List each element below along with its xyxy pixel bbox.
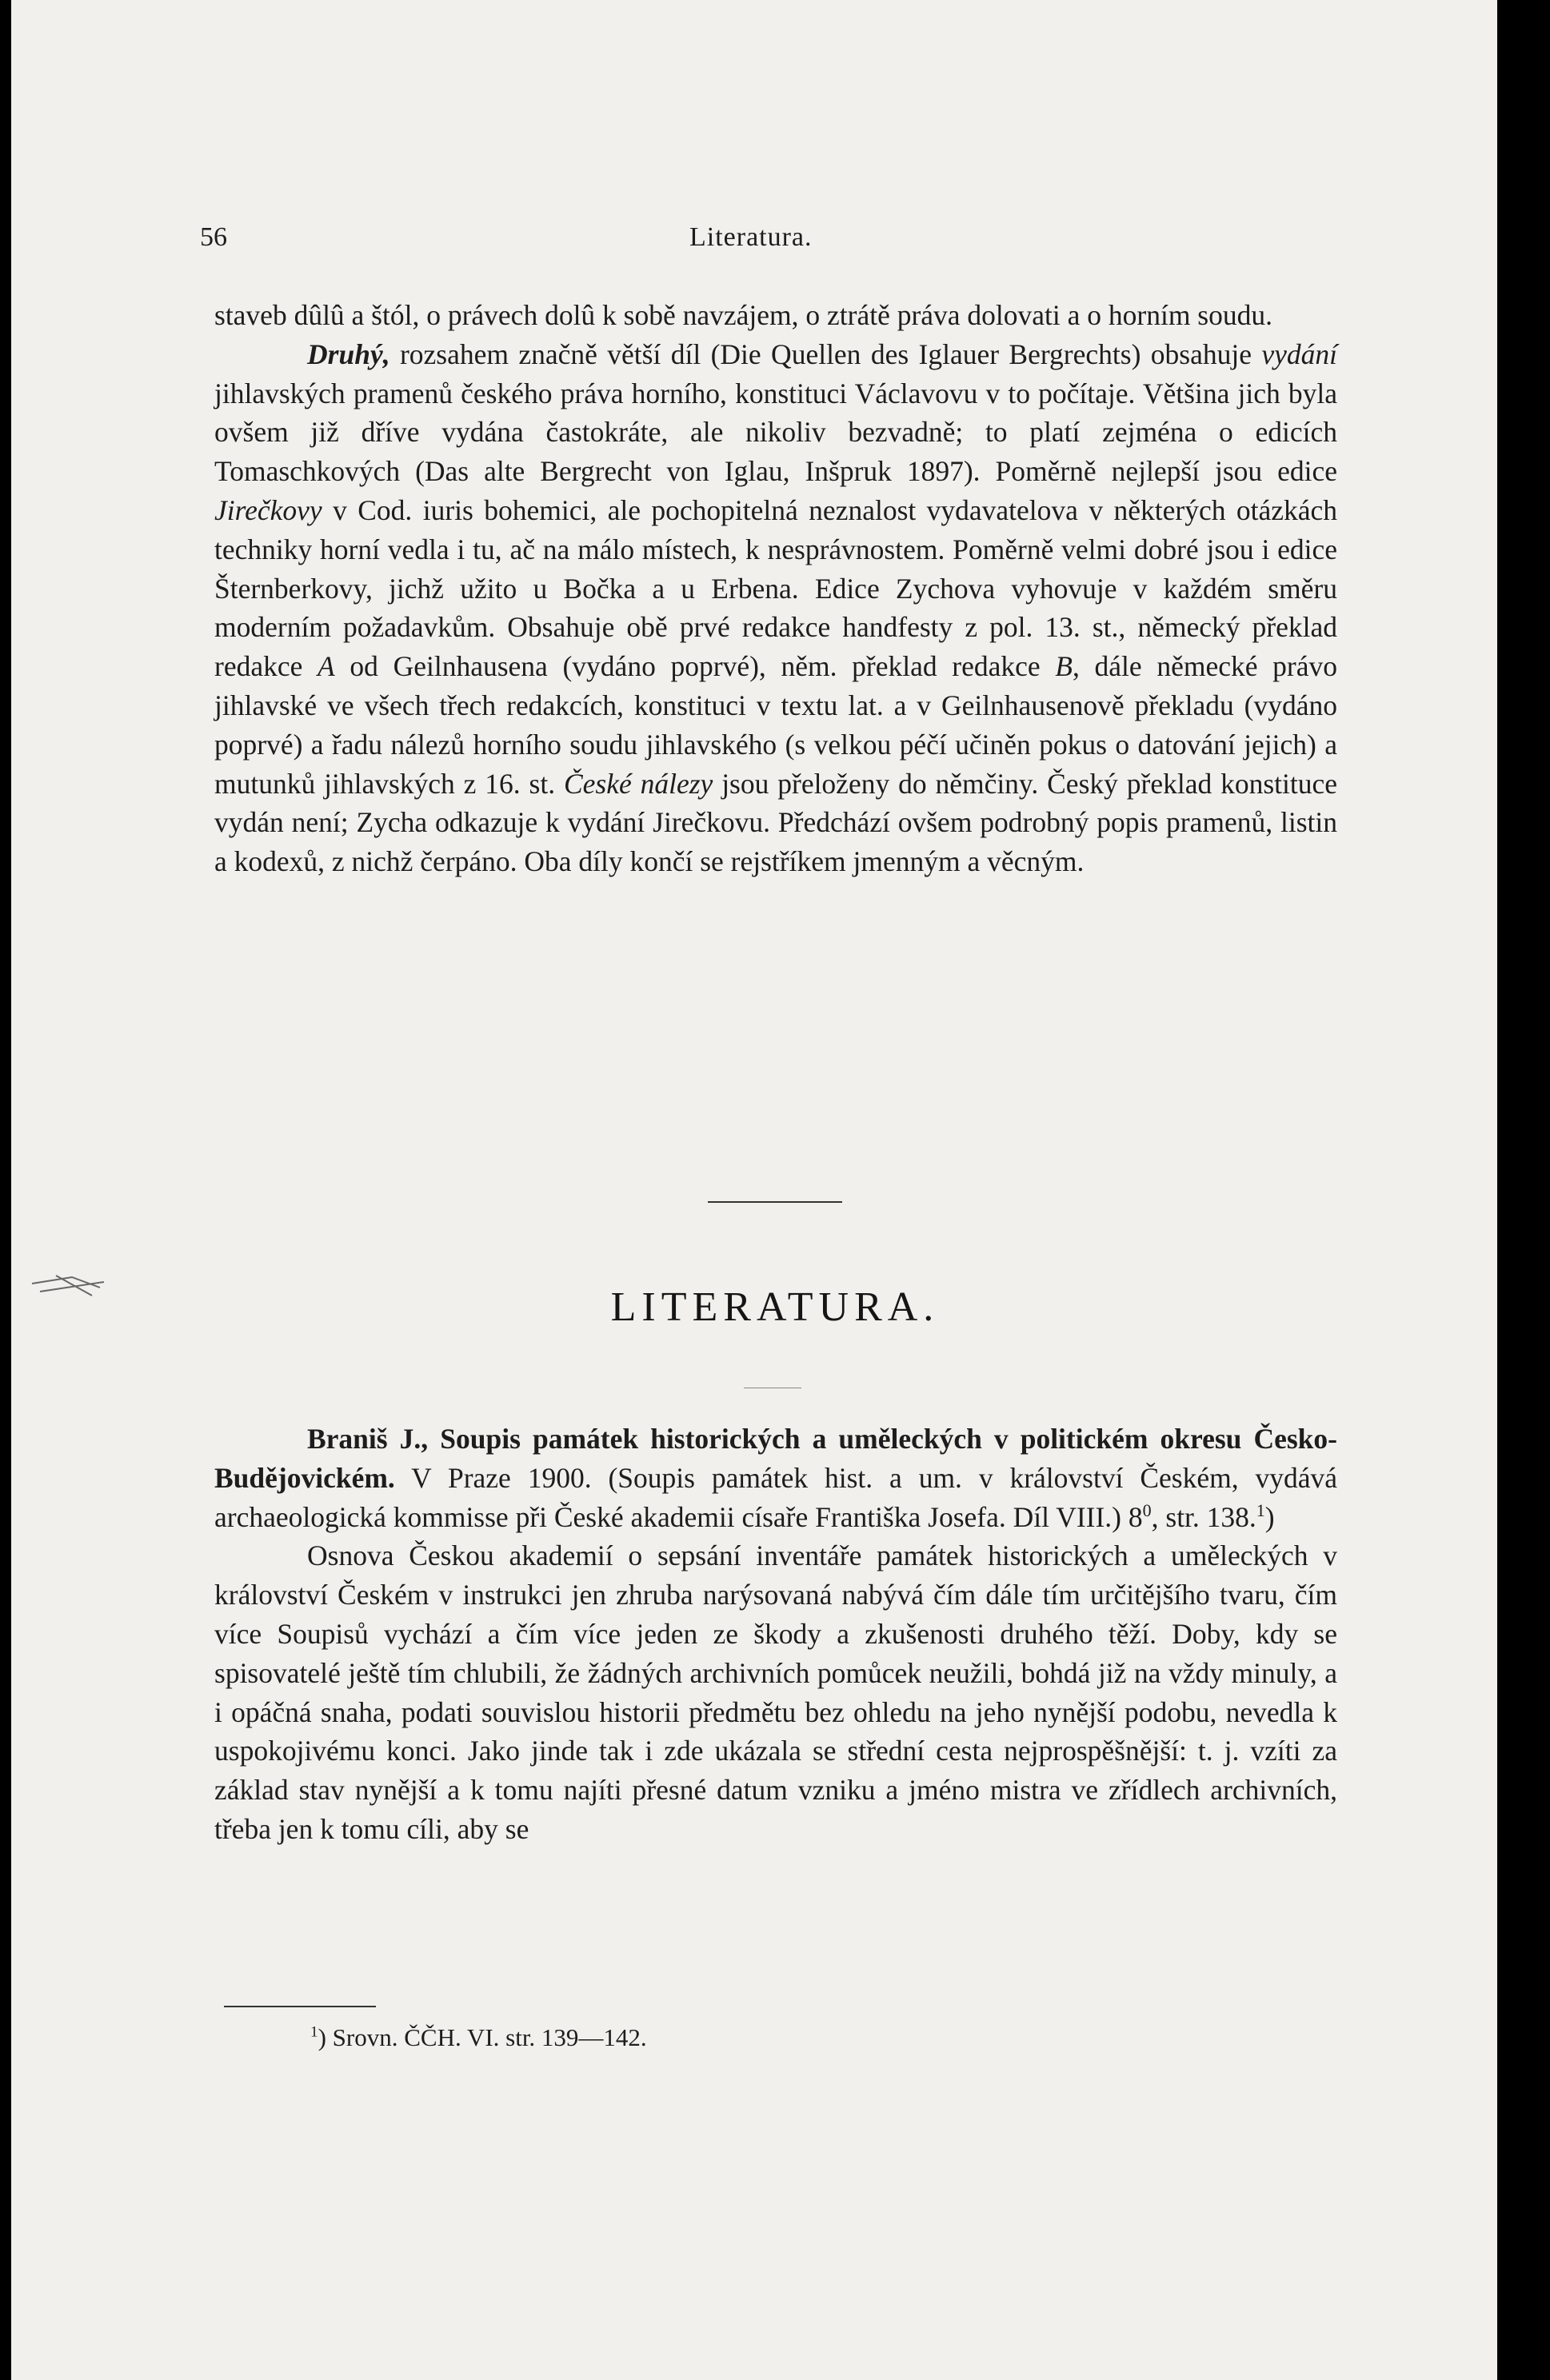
section-divider (708, 1201, 842, 1203)
footnote-ref[interactable]: 1 (1256, 1499, 1265, 1520)
paragraph: staveb dûlû a štól, o právech dolû k sobě navzájem, o ztrátě práva dolovati a o horním soudu. (214, 299, 1272, 331)
footnote-rule (224, 2006, 376, 2007)
page-number: 56 (200, 222, 227, 252)
paragraph: Druhý, rozsahem značně větší díl (Die Quellen des Iglauer Bergrechts) obsahuje vydání jihlavských pramenů českého práva horního, konstituci Václavovu v to počítaje. Většina jich byla ovšem již dříve vydána častokráte, ale nikoliv bezvadně; to platí zejména o edicích Tomaschkových (Das alte Bergrecht von Iglau, Inšpruk 1897). Poměrně nejlepší jsou edice Jirečkovy v Cod. iuris bohemici, ale pochopitelná neznalost vydavatelova v některých otázkách techniky horní vedla i tu, ač na málo místech, k nesprávnostem. Poměrně velmi dobré jsou i edice Šternberkovy, jichž užito u Bočka a u Erbena. Edice Zychova vyhovuje v každém směru moderním požadavkům. Obsahuje obě prvé redakce handfesty z pol. 13. st., německý překlad redakce A od Geilnhausena (vydáno poprvé), něm. překlad redakce B, dále německé právo jihlavské ve všech třech redakcích, konstituci v textu lat. a v Geilnhausenově překladu (vydáno poprvé) a řadu nálezů horního soudu jihlavského (s velkou péčí učiněn pokus o datování jejich) a mutunků jihlavských z 16. st. České nálezy jsou přeloženy do němčiny. Český překlad konstituce vydán není; Zycha odkazuje k vydání Jirečkovu. Předchází ovšem podrobný popis pramenů, listin a kodexů, z nichž čerpáno. Oba díly končí se rejstříkem jmenným a věcným. (214, 337, 1337, 878)
running-header (0, 222, 1550, 262)
review-entry (214, 1420, 1337, 1849)
scan-border (1497, 0, 1550, 2380)
bibliographic-entry: Braniš J., Soupis památek historických a uměleckých v politickém okresu Česko-Budějovickém. V Praze 1900. (Soupis památek hist. a um. v království Českém, vydává archaeologická kommisse při České akademii císaře Františka Josefa. Díl VIII.) $8^0$, str. 138.$^1$) (214, 1423, 1338, 1533)
paragraph: Osnova Českou akademií o sepsání inventáře památek historických a uměleckých v království Českém v instrukci jen zhruba narýsovaná nabývá čím dále tím určitějšího tvaru, čím více Soupisů vychází a čím více jeden ze škody a zkušenosti druhého těží. Doby, kdy se spisovatelé ještě tím chlubili, že žádných archivních pomůcek neužili, bohdá již na vždy minuly, a i opáčná snaha, podati souvislou historii předmětu bez ohledu na jeho nynější podobu, nevedla k uspokojivému konci. Jako jinde tak i zde ukázala se střední cesta nejprospěšnější: t. j. vzíti za základ stav nynější a k tomu najíti přesné datum vzniku a jméno mistra ve zřídlech archivních, třeba jen k tomu cíli, aby se (214, 1539, 1337, 1845)
running-title: Literatura. (689, 222, 813, 252)
section-heading: LITERATURA. (610, 1284, 940, 1330)
section-continued-text (214, 296, 1337, 881)
bib-author: Braniš J., (307, 1423, 429, 1455)
footnote: $^1$) Srovn. ČČH. VI. str. 139—142. (310, 2023, 647, 2051)
bib-title: Soupis památek historických a uměleckých v politickém okresu Česko-Budějovickém. (214, 1423, 1338, 1494)
